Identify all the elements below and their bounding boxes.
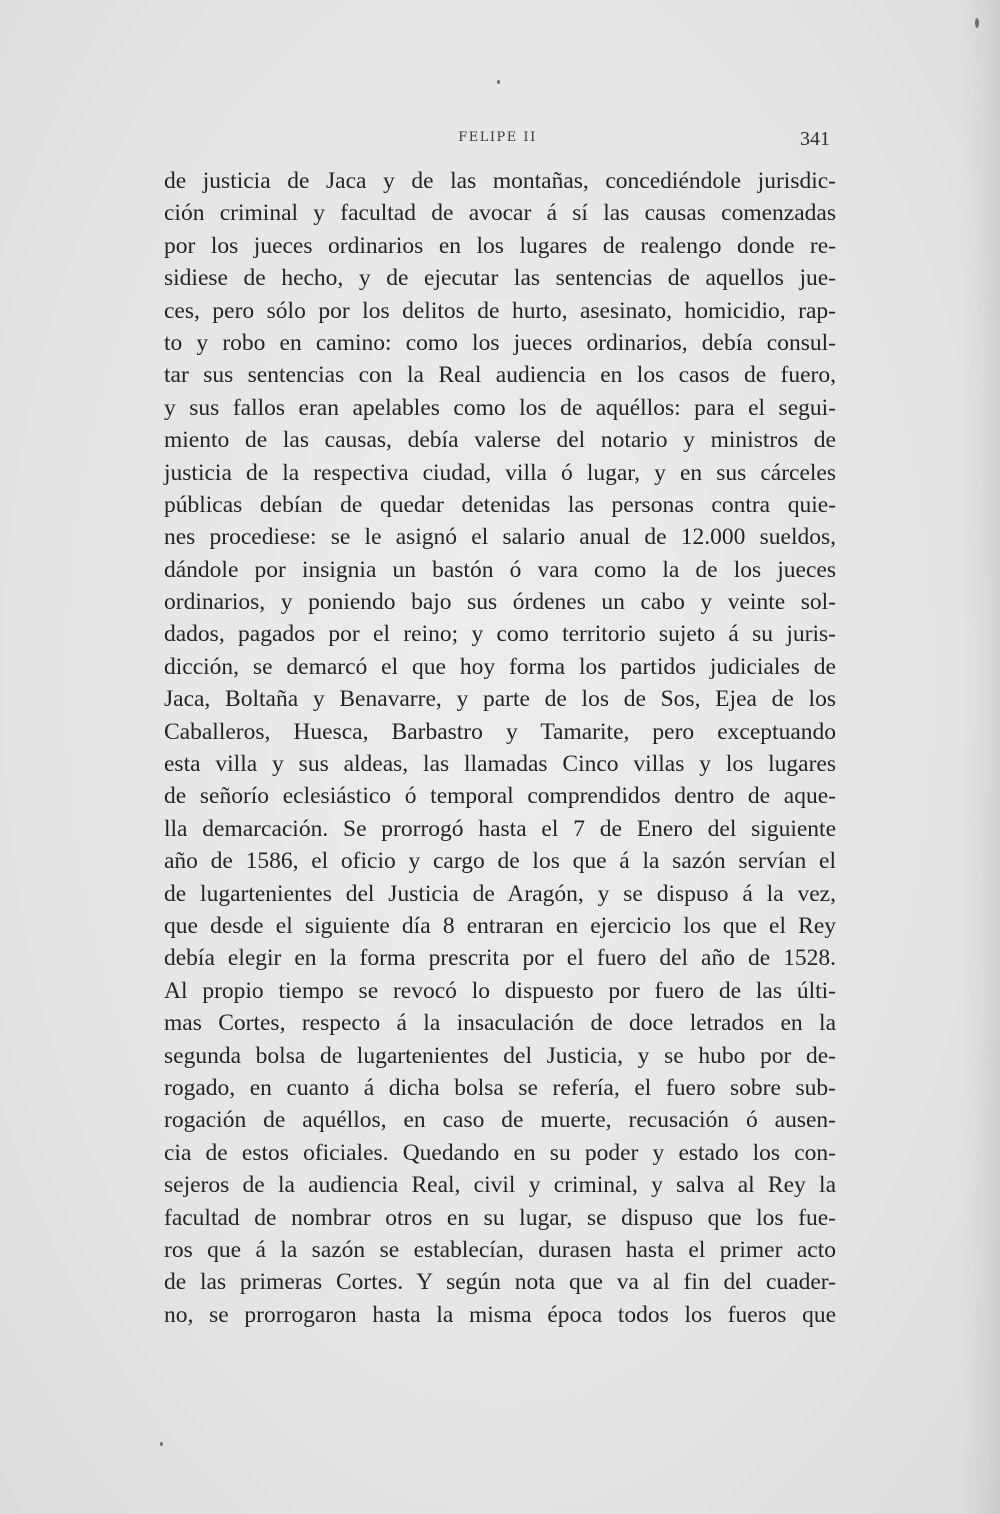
running-head: FELIPE II [458, 130, 537, 145]
ink-speck [497, 80, 500, 84]
text-line: de señorío eclesiástico ó temporal comprendidos dentro de aque- [164, 783, 836, 810]
text-line: que desde el siguiente día 8 entraran en ejercicio los que el Rey [164, 912, 836, 939]
ink-speck [975, 18, 979, 28]
text-line: ción criminal y facultad de avocar á sí las causas comenzadas [164, 200, 836, 227]
page-edge-shadow [960, 0, 1000, 1514]
text-line: to y robo en camino: como los jueces ordinarios, debía consul- [164, 329, 836, 356]
text-line: públicas debían de quedar detenidas las personas contra quie- [164, 491, 836, 518]
text-line: no, se prorrogaron hasta la misma época todos los fueros que [164, 1301, 836, 1328]
text-line: ordinarios, y poniendo bajo sus órdenes un cabo y veinte sol- [164, 589, 836, 616]
page-number: 341 [800, 128, 830, 150]
text-line: sidiese de hecho, y de ejecutar las sentencias de aquellos jue- [164, 265, 836, 292]
text-line: Al propio tiempo se revocó lo dispuesto por fuero de las últi- [164, 977, 836, 1004]
ink-speck [160, 1442, 163, 1446]
text-line: de las primeras Cortes. Y según nota que va al fin del cuader- [164, 1269, 836, 1296]
text-line: de lugartenientes del Justicia de Aragón, y se dispuso á la vez, [164, 880, 836, 907]
text-line: facultad de nombrar otros en su lugar, se dispuso que los fue- [164, 1204, 836, 1231]
body-text [164, 165, 836, 1331]
text-line: justicia de la respectiva ciudad, villa ó lugar, y en sus cárceles [164, 459, 836, 486]
text-line: nes procediese: se le asignó el salario anual de 12.000 sueldos, [164, 524, 836, 551]
text-line: dándole por insignia un bastón ó vara como la de los jueces [164, 556, 836, 583]
text-line: lla demarcación. Se prorrogó hasta el 7 de Enero del siguiente [164, 815, 836, 842]
text-line: año de 1586, el oficio y cargo de los que á la sazón servían el [164, 848, 836, 875]
text-line: cia de estos oficiales. Quedando en su poder y estado los con- [164, 1139, 836, 1166]
text-line: miento de las causas, debía valerse del notario y ministros de [164, 427, 836, 454]
text-line: de justicia de Jaca y de las montañas, concediéndole jurisdic- [164, 168, 836, 194]
text-line: dicción, se demarcó el que hoy forma los partidos judiciales de [164, 653, 836, 680]
text-line: Caballeros, Huesca, Barbastro y Tamarite, pero exceptuando [164, 718, 836, 745]
page-header [165, 130, 830, 154]
text-line: rogado, en cuanto á dicha bolsa se refería, el fuero sobre sub- [164, 1074, 836, 1101]
text-line: y sus fallos eran apelables como los de aquéllos: para el segui- [164, 394, 836, 421]
text-line: mas Cortes, respecto á la insaculación de doce letrados en la [164, 1010, 836, 1037]
text-line: tar sus sentencias con la Real audiencia en los casos de fuero, [164, 362, 836, 389]
text-line: sejeros de la audiencia Real, civil y criminal, y salva al Rey la [164, 1172, 836, 1199]
text-line: esta villa y sus aldeas, las llamadas Cinco villas y los lugares [164, 751, 836, 778]
text-line: ces, pero sólo por los delitos de hurto, asesinato, homicidio, rap- [164, 297, 836, 324]
text-line: segunda bolsa de lugartenientes del Justicia, y se hubo por de- [164, 1042, 836, 1069]
text-line: debía elegir en la forma prescrita por el fuero del año de 1528. [164, 945, 836, 972]
text-line: rogación de aquéllos, en caso de muerte, recusación ó ausen- [164, 1107, 836, 1134]
text-line: ros que á la sazón se establecían, durasen hasta el primer acto [164, 1236, 836, 1263]
text-line: dados, pagados por el reino; y como territorio sujeto á su juris- [164, 621, 836, 648]
text-line: Jaca, Boltaña y Benavarre, y parte de los de Sos, Ejea de los [164, 686, 836, 713]
text-line: por los jueces ordinarios en los lugares de realengo donde re- [164, 232, 836, 259]
